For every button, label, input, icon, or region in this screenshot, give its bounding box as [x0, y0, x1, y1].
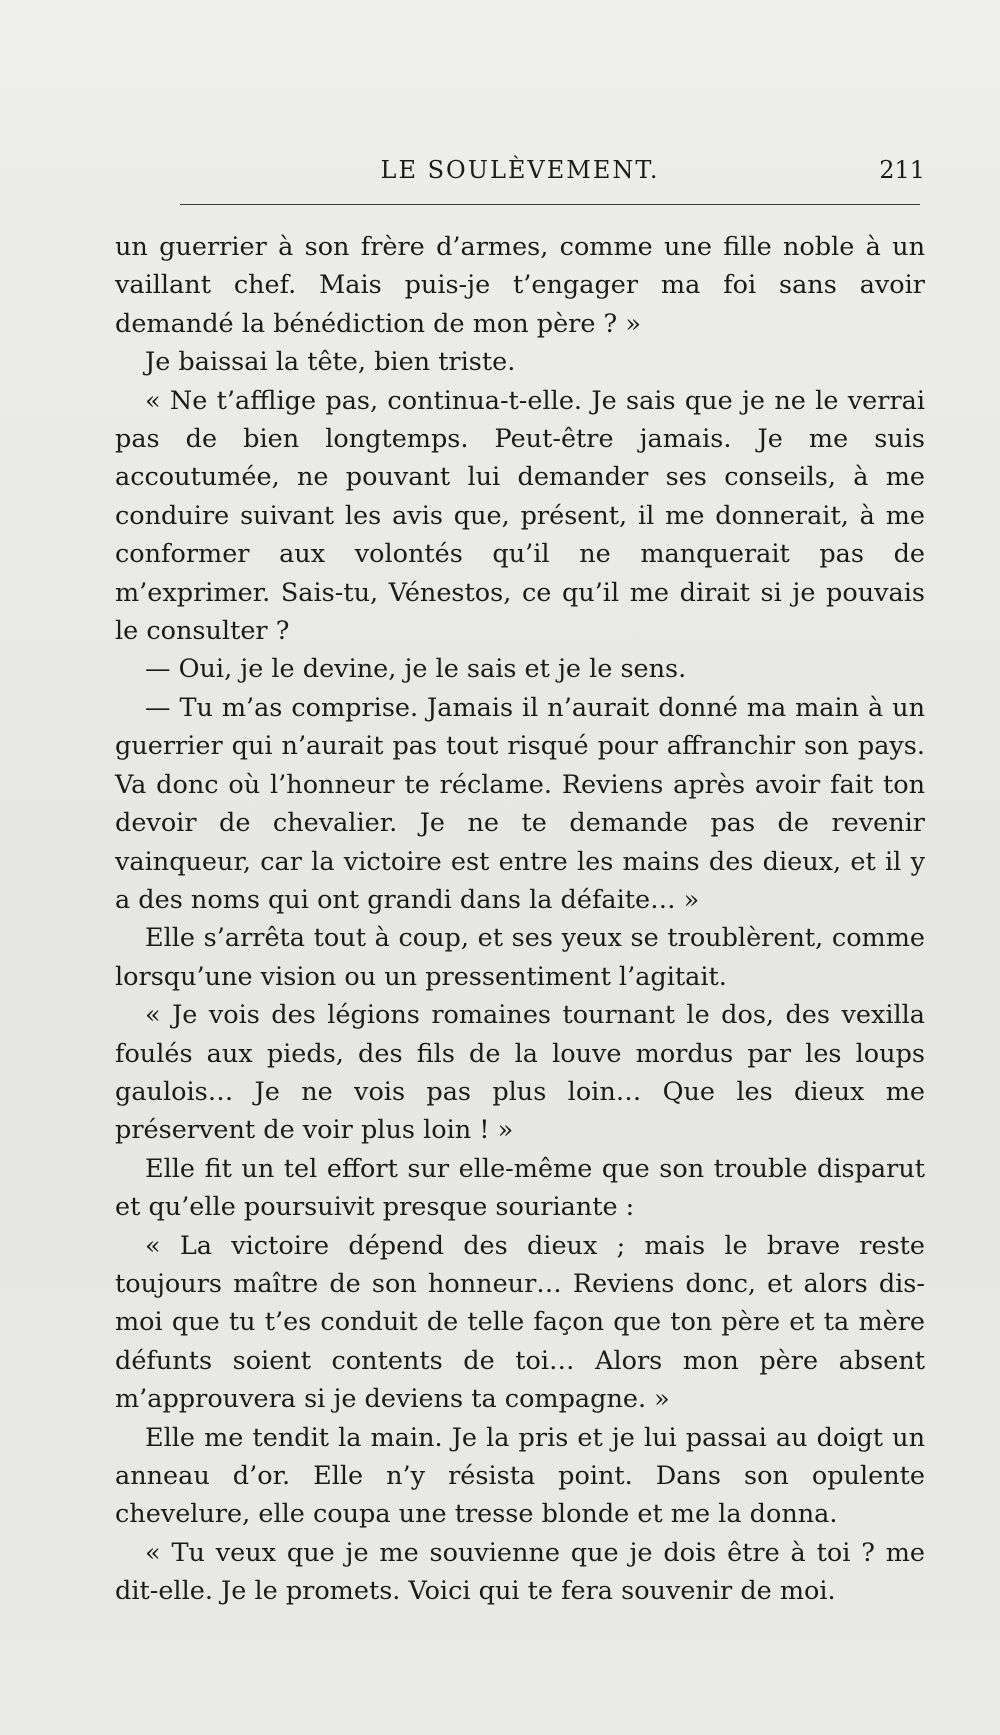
paragraph: « Je vois des légions romaines tournant le dos, des vexilla foulés aux pieds, des fils de la louve mordus par les loups gaulois… Je ne vois pas plus loin… Que les dieux me préservent de voir plus loin ! »: [115, 1000, 925, 1146]
running-title: LE SOULÈVEMENT.: [380, 156, 660, 184]
paragraph: Je baissai la tête, bien triste.: [145, 347, 516, 378]
body-text: [115, 228, 925, 1611]
paragraph: « La victoire dépend des dieux ; mais le brave reste toujours maître de son honneur… Reviens donc, et alors dis-moi que tu t’es conduit de telle façon que ton père et ta mère défunts soient contents de toi… Alors mon père absent m’approuvera si je deviens ta compagne. »: [115, 1230, 925, 1415]
paragraph: Elle fit un tel effort sur elle-même que son trouble disparut et qu’elle poursuivit presque souriante :: [115, 1153, 925, 1223]
paragraph: Elle s’arrêta tout à coup, et ses yeux se troublèrent, comme lorsqu’une vision ou un pressentiment l’agitait.: [115, 923, 925, 992]
paragraph: « Ne t’afflige pas, continua-t-elle. Je sais que je ne le verrai pas de bien longtemps. Peut-être jamais. Je me suis accoutumée, ne pouvant lui demander ses conseils, à me conduire suivant les avis que, présent, il me donnerait, à me conformer aux volontés qu’il ne manquerait pas de m’exprimer. Sais-tu, Vénestos, ce qu’il me dirait si je pouvais le consulter ?: [115, 385, 925, 647]
paragraph: — Tu m’as comprise. Jamais il n’aurait donné ma main à un guerrier qui n’aurait pas tout risqué pour affranchir son pays. Va donc où l’honneur te réclame. Reviens après avoir fait ton devoir de chevalier. Je ne te demande pas de revenir vainqueur, car la victoire est entre les mains des dieux, et il y a des noms qui ont grandi dans la défaite… »: [115, 692, 925, 915]
header-rule: [180, 204, 920, 205]
page-number: 211: [879, 156, 925, 184]
paragraph: un guerrier à son frère d’armes, comme une fille noble à un vaillant chef. Mais puis-je t’engager ma foi sans avoir demandé la bénédiction de mon père ? »: [115, 232, 925, 339]
page-header: [115, 152, 925, 192]
paragraph: — Oui, je le devine, je le sais et je le sens.: [145, 654, 687, 685]
paragraph: Elle me tendit la main. Je la pris et je lui passai au doigt un anneau d’or. Elle n’y résista point. Dans son opulente chevelure, elle coupa une tresse blonde et me la donna.: [115, 1422, 925, 1530]
paragraph: « Tu veux que je me souvienne que je dois être à toi ? me dit-elle. Je le promets. Voici qui te fera souvenir de moi.: [115, 1537, 925, 1607]
